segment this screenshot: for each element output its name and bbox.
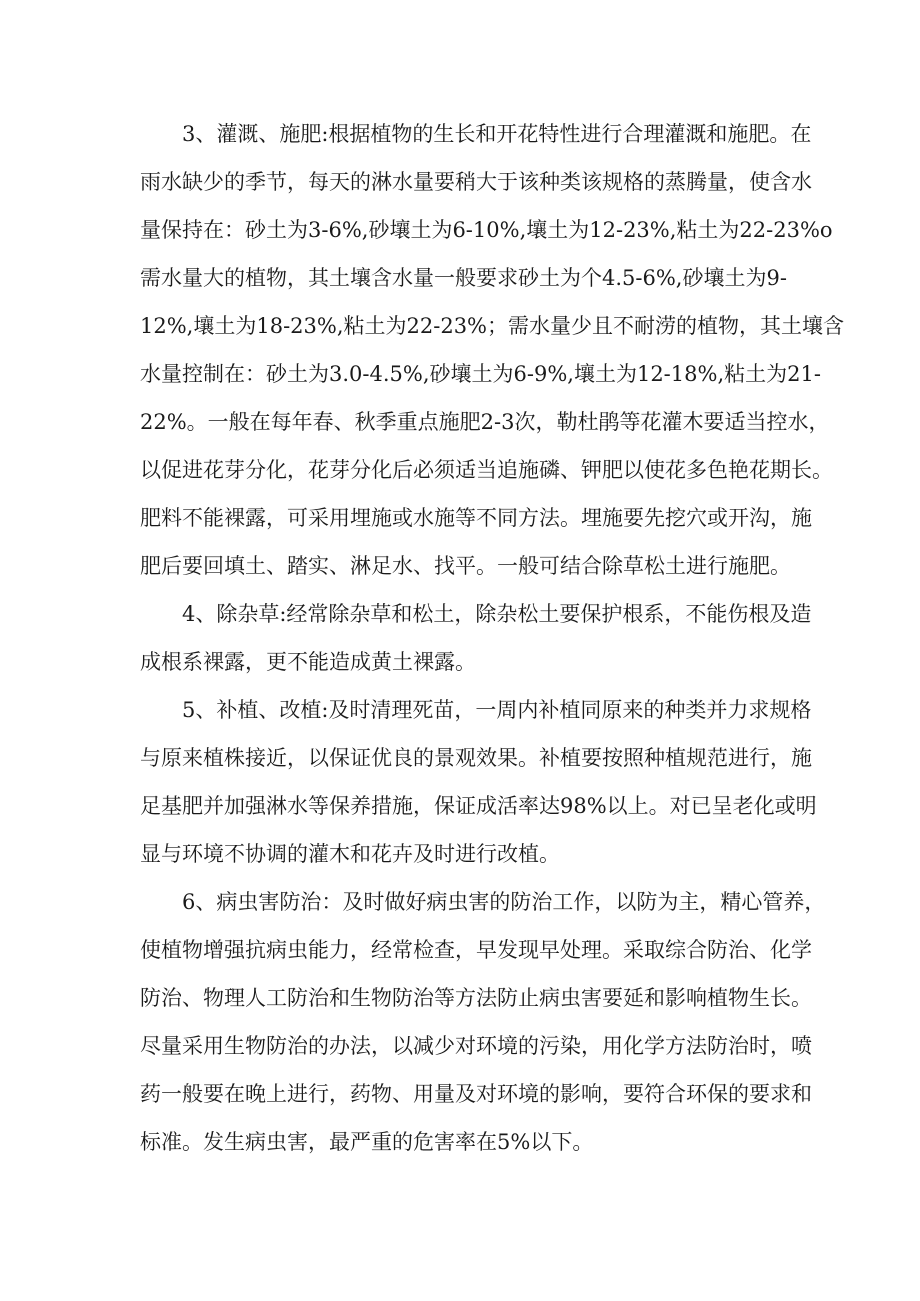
text-line: 显与环境不协调的灌木和花卉及时进行改植。 xyxy=(140,842,560,866)
paragraph-weeding xyxy=(140,590,812,686)
paragraph-irrigation-fertilization xyxy=(140,110,845,590)
text-line: 22%。一般在每年春、秋季重点施肥2-3次，勒杜鹃等花灌木要适当控水， xyxy=(140,410,830,434)
text-line: 5、补植、改植:及时清理死苗，一周内补植同原来的种类并力求规格 xyxy=(182,698,812,722)
text-line: 雨水缺少的季节，每天的淋水量要稍大于该种类该规格的蒸腾量，使含水 xyxy=(140,170,812,194)
text-line: 以促进花芽分化，花芽分化后必须适当追施磷、钾肥以使花多色艳花期长。 xyxy=(140,458,833,482)
text-line: 肥料不能裸露，可采用埋施或水施等不同方法。埋施要先挖穴或开沟，施 xyxy=(140,506,812,530)
text-line: 足基肥并加强淋水等保养措施，保证成活率达98%以上。对已呈老化或明 xyxy=(140,794,817,818)
paragraph-pest-control xyxy=(140,878,826,1166)
text-line: 药一般要在晚上进行，药物、用量及对环境的影响，要符合环保的要求和 xyxy=(140,1082,812,1106)
text-line: 尽量采用生物防治的办法，以减少对环境的污染，用化学方法防治时，喷 xyxy=(140,1034,812,1058)
text-line: 使植物增强抗病虫能力，经常检查，早发现早处理。采取综合防治、化学 xyxy=(140,938,812,962)
text-line: 防治、物理人工防治和生物防治等方法防止病虫害要延和影响植物生长。 xyxy=(140,986,812,1010)
text-line: 3、灌溉、施肥:根据植物的生长和开花特性进行合理灌溉和施肥。在 xyxy=(182,122,812,146)
text-line: 与原来植株接近，以保证优良的景观效果。补植要按照种植规范进行，施 xyxy=(140,746,812,770)
text-line: 12%,壤土为18-23%,粘土为22-23%；需水量少且不耐涝的植物，其土壤含 xyxy=(140,314,845,338)
text-line: 水量控制在：砂土为3.0-4.5%,砂壤土为6-9%,壤土为12-18%,粘土为21- xyxy=(140,362,821,386)
text-line: 4、除杂草:经常除杂草和松土，除杂松土要保护根系，不能伤根及造 xyxy=(182,602,812,626)
text-line: 6、病虫害防治：及时做好病虫害的防治工作，以防为主，精心管养， xyxy=(182,890,826,914)
text-line: 量保持在：砂土为3-6%,砂壤土为6-10%,壤土为12-23%,粘土为22-23%o xyxy=(140,218,833,242)
text-line: 需水量大的植物，其土壤含水量一般要求砂土为个4.5-6%,砂壤土为9- xyxy=(140,266,787,290)
text-line: 标准。发生病虫害，最严重的危害率在5%以下。 xyxy=(140,1130,594,1154)
text-line: 成根系裸露，更不能造成黄土裸露。 xyxy=(140,650,476,674)
document-body xyxy=(140,110,845,1166)
text-line: 肥后要回填土、踏实、淋足水、找平。一般可结合除草松土进行施肥。 xyxy=(140,554,791,578)
paragraph-replanting xyxy=(140,686,817,878)
